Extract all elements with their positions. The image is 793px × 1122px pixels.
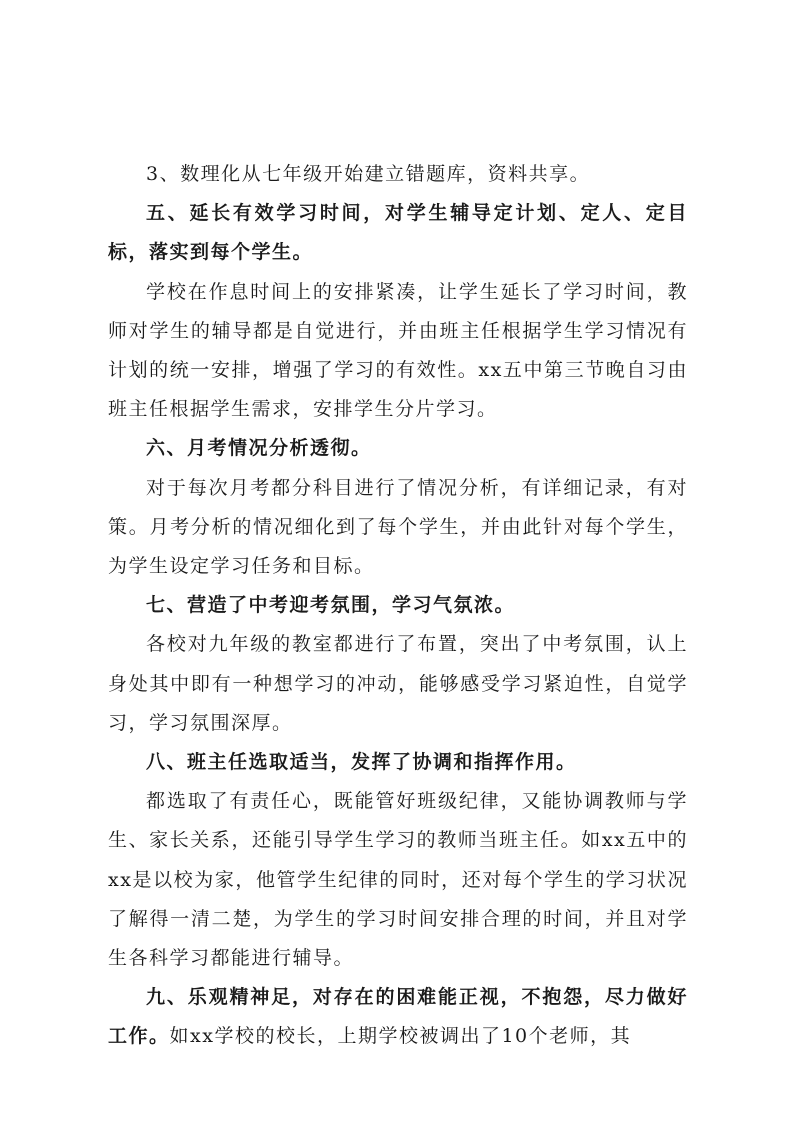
paragraph-body-7: 各校对九年级的教室都进行了布置，突出了中考氛围，认上身处其中即有一种想学习的冲动，能够感受学习紧迫性，自觉学习，学习氛围深厚。	[108, 633, 688, 734]
document-page	[108, 155, 688, 1057]
paragraph-body-5: 学校在作息时间上的安排紧凑，让学生延长了学习时间，教师对学生的辅导都是自觉进行，并由班主任根据学生学习情况有计划的统一安排，增强了学习的有效性。xx五中第三节晚自习由班主任根据学生需求，安排学生分片学习。	[108, 280, 688, 421]
section-heading-8: 八、班主任选取适当，发挥了协调和指挥作用。	[146, 751, 577, 774]
section-heading-7: 七、营造了中考迎考氛围，学习气氛浓。	[146, 594, 516, 617]
paragraph-body-9: 如xx学校的校长，上期学校被调出了10个老师，其	[169, 1025, 632, 1048]
section-heading-6: 六、月考情况分析透彻。	[146, 437, 372, 460]
paragraph-item-3: 3、数理化从七年级开始建立错题库，资料共享。	[146, 163, 591, 185]
section-heading-5: 五、延长有效学习时间，对学生辅导定计划、定人、定目标，落实到每个学生。	[108, 202, 688, 264]
section-heading-9: 九、乐观精神足，对存在的困难能正视，不抱怨，尽力做好工作。	[108, 986, 688, 1048]
paragraph-body-6: 对于每次月考都分科目进行了情况分析，有详细记录，有对策。月考分析的情况细化到了每个学生，并由此针对每个学生，为学生设定学习任务和目标。	[108, 476, 688, 578]
paragraph-body-8: 都选取了有责任心，既能管好班级纪律，又能协调教师与学生、家长关系，还能引导学生学习的教师当班主任。如xx五中的xx是以校为家，他管学生纪律的同时，还对每个学生的学习状况了解得一清二楚，为学生的学习时间安排合理的时间，并且对学生各科学习都能进行辅导。	[108, 790, 688, 970]
paragraph-section-9	[108, 978, 688, 1056]
